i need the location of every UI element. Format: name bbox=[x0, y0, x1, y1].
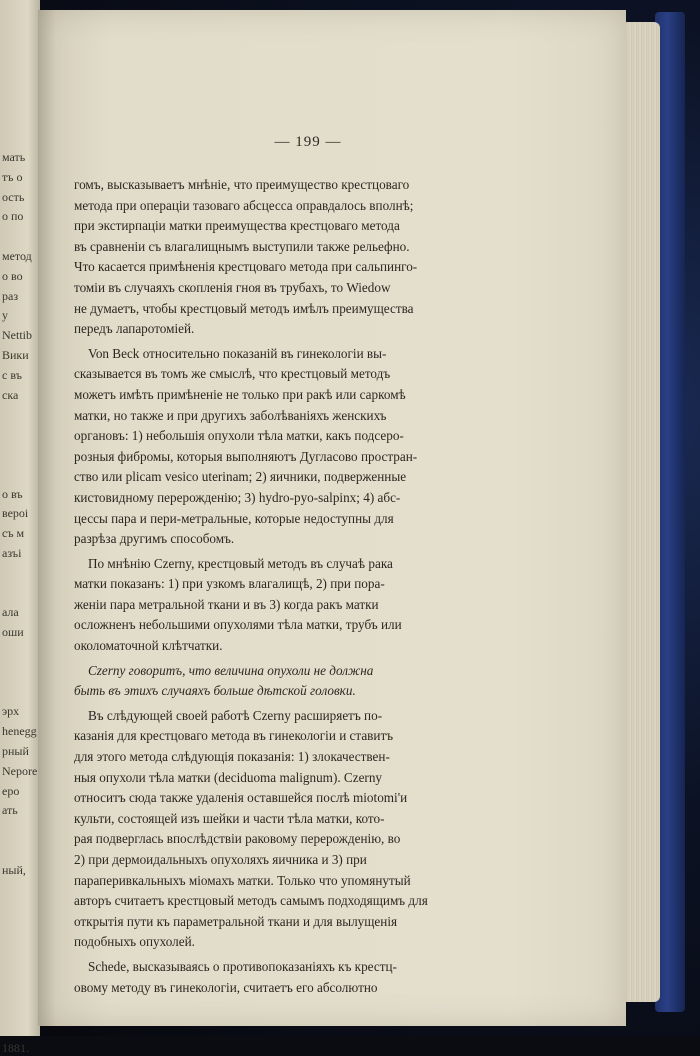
left-page-line: Nepore bbox=[2, 763, 38, 778]
text-line: ство или plicam vesico uterinam; 2) яичники, подверженные bbox=[74, 469, 407, 485]
page-body-text bbox=[74, 175, 540, 998]
left-page-line: метод bbox=[2, 249, 32, 263]
text-line: кистовидному перерожденію; 3) hydro-pyo-salpinx; 4) абс- bbox=[74, 489, 401, 505]
text-line: розныя фибромы, которыя выполняютъ Дугласово простран- bbox=[74, 448, 418, 464]
text-line: можетъ имѣть примѣненіе не только при ракѣ или саркомѣ bbox=[74, 386, 406, 402]
left-page-line: Nettib bbox=[2, 328, 32, 343]
text-line: авторъ считаетъ крестцовый методъ самымъ подходящимъ для bbox=[74, 893, 428, 909]
text-line: культи, состоящей изъ шейки и части тѣла матки, кото- bbox=[74, 810, 385, 826]
text-line: относитъ сюда также удаленія оставшейся послѣ miotomi'и bbox=[74, 790, 408, 806]
text-line: органовъ: 1) небольшія опухоли тѣла матки, какъ подсеро- bbox=[74, 428, 404, 444]
text-line: сказывается въ томъ же смыслѣ, что крестцовый методъ bbox=[74, 366, 391, 382]
left-page-fragment bbox=[0, 0, 40, 1055]
text-line: матки, но также и при другихъ заболѣваніяхъ женскихъ bbox=[74, 407, 387, 423]
left-page-line: Вики bbox=[2, 348, 29, 362]
text-line: Von Beck относительно показаній въ гинекологіи вы- bbox=[88, 345, 387, 361]
left-page-line: ость bbox=[2, 189, 25, 204]
text-line: метода при операціи тазоваго абсцесса оправдалось вполнѣ; bbox=[74, 197, 414, 213]
text-line: матки показанъ: 1) при узкомъ влагалищѣ, 2) при пора- bbox=[74, 576, 385, 592]
left-page-line: 1881. bbox=[2, 1041, 29, 1055]
text-line: передъ лапаротоміей. bbox=[74, 321, 195, 337]
text-line: овому методу въ гинекологіи, считаетъ его абсолютно bbox=[74, 979, 378, 995]
text-line: женіи пара метральной ткани и въ 3) когда ракъ матки bbox=[74, 596, 379, 612]
text-line: казанія для крестцоваго метода въ гинекологіи и ставитъ bbox=[74, 728, 394, 744]
text-line: подобныхъ опухолей. bbox=[74, 934, 195, 950]
left-page-line: о въ bbox=[2, 486, 23, 501]
text-line: 2) при дермоидальныхъ опухоляхъ яичника и 3) при bbox=[74, 852, 367, 867]
left-page-line: о во bbox=[2, 268, 23, 283]
text-line: рая подверглась впослѣдствіи раковому перерожденію, во bbox=[74, 831, 401, 847]
text-line: томіи въ случаяхъ скопленія гноя въ трубахъ, то Wiedow bbox=[74, 279, 391, 295]
page-number: — 199 — bbox=[274, 134, 342, 150]
left-page-line: тъ о bbox=[2, 169, 23, 184]
left-page-line: у bbox=[2, 308, 8, 323]
left-page-line: оши bbox=[2, 625, 24, 640]
left-page-line: henegg bbox=[2, 724, 37, 739]
text-line: разрѣза другимъ способомъ. bbox=[74, 531, 235, 547]
text-line: при экстирпаціи матки преимущества крестцоваго метода bbox=[74, 218, 400, 234]
left-page-line: мать bbox=[2, 150, 26, 164]
left-page-line: ска bbox=[2, 387, 19, 402]
left-page-line: раз bbox=[2, 288, 19, 303]
text-line: ныя опухоли тѣла матки (deciduoma malignum). Czerny bbox=[74, 769, 383, 785]
text-line: параперивкальныхъ міомахъ матки. Только что упомянутый bbox=[74, 872, 411, 888]
text-line: околоматочной клѣтчатки. bbox=[74, 638, 223, 654]
left-page-line: о по bbox=[2, 209, 24, 224]
text-line: цессы пара и пери-метральные, которые недоступны для bbox=[74, 510, 394, 526]
left-page-line: ала bbox=[2, 605, 19, 620]
text-line: для этого метода слѣдующія показанія: 1) злокачествен- bbox=[74, 749, 390, 765]
text-line: Въ слѣдующей своей работѣ Czerny расширяетъ по- bbox=[88, 707, 383, 723]
text-line: въ сравненіи съ влагалищнымъ выступили также рельефно. bbox=[74, 238, 410, 254]
left-page-line: вероі bbox=[2, 506, 29, 521]
text-line: По мнѣнію Czerny, крестцовый методъ въ случаѣ рака bbox=[88, 555, 393, 571]
left-page-line: азъі bbox=[2, 546, 22, 560]
left-page-line: съ м bbox=[2, 526, 25, 541]
left-page-line: эрх bbox=[2, 704, 20, 719]
text-line: Czerny говоритъ, что величина опухоли не должна bbox=[88, 662, 374, 678]
text-line: Что касается примѣненія крестцоваго метода при сальпинго- bbox=[74, 259, 418, 275]
left-page-line: ный, bbox=[2, 862, 26, 877]
left-page-line: с въ bbox=[2, 367, 22, 382]
text-line: открытія пути къ параметральной ткани и для вылущенія bbox=[74, 913, 398, 929]
left-page-line: рный bbox=[2, 744, 29, 758]
text-line: не думаетъ, чтобы крестцовый методъ имѣлъ преимущества bbox=[74, 300, 414, 316]
text-line: осложненъ небольшими опухолями тѣла матки, трубъ или bbox=[74, 617, 402, 633]
left-page-line: еро bbox=[2, 783, 20, 798]
text-line: Schede, высказываясь о противопоказаніяхъ къ крестц- bbox=[88, 958, 397, 974]
right-page bbox=[38, 10, 626, 1026]
text-line: быть въ этихъ случаяхъ больше дѣтской головки. bbox=[74, 683, 356, 699]
text-line: гомъ, высказываетъ мнѣніе, что преимущество крестцоваго bbox=[74, 177, 410, 192]
left-page-line: ать bbox=[2, 803, 18, 818]
